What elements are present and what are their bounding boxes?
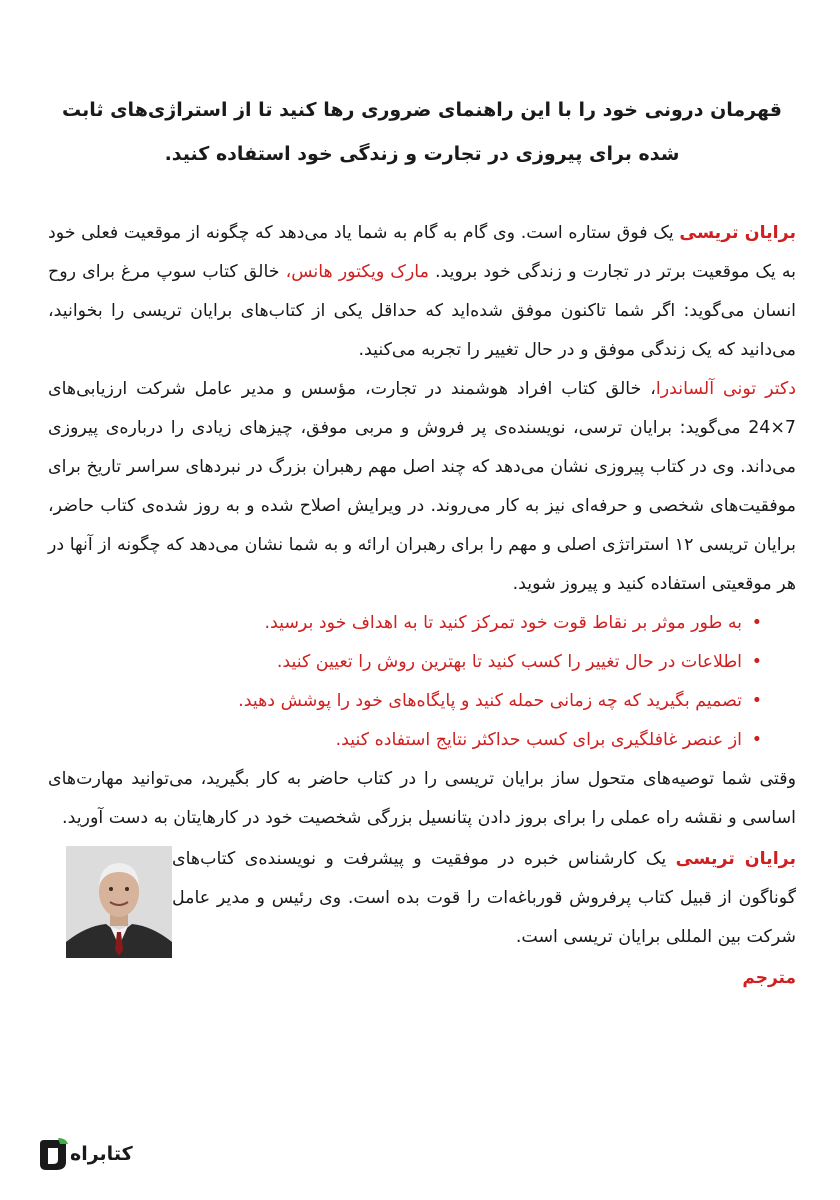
list-item: • از عنصر غافلگیری برای کسب حداکثر نتایج استفاده کنید. xyxy=(48,721,762,760)
bullet-list xyxy=(48,604,796,760)
bullet-icon: • xyxy=(751,652,762,672)
fidibo-style-logo-icon xyxy=(36,1136,70,1172)
endorser-name-highlight: مارک ویکتور هانس، xyxy=(285,262,429,282)
list-item: • به طور موثر بر نقاط قوت خود تمرکز کنید تا به اهداف خود برسید. xyxy=(48,604,762,643)
paragraph-3: وقتی شما توصیه‌های متحول ساز برایان تریسی را در کتاب حاضر به کار بگیرید، می‌توانید مهارت‌های اساسی و نقشه راه عملی را برای بروز دادن پتانسیل بزرگی شخصیت خود در کارهایتان به دست آورید. xyxy=(48,769,796,828)
bullet-icon: • xyxy=(751,691,762,711)
endorser-name-highlight-2: دکتر تونی آلساندرا xyxy=(655,379,797,399)
author-name-highlight: برایان تریسی xyxy=(679,223,796,243)
paragraph-2-text: ، خالق کتاب افراد هوشمند در تجارت، مؤسس و مدیر عامل شرکت ارزیابی‌های 7×24 می‌گوید: برایان ترسی، نویسنده‌ی پر فروش و مربی موفق، چیزهای زیادی را درباره‌ی پیروزی می‌داند. وی در کتاب پیروزی نشان می‌دهد که چند اصل مهم رهبران بزرگ در نبردهای سراسر تاریخ برای موفقیت‌های شخصی و حرفه‌ای نیز به کار می‌روند. در ویرایش اصلاح شده و به روز شده‌ی کتاب حاضر، برایان تریسی ۱۲ استراتژی اصلی و مهم را برای رهبران ارائه و به شما نشان می‌دهد که چگونه از آنها در هر موقعیتی استفاده کنید و پیروز شوید. xyxy=(48,379,796,594)
page-headline: قهرمان درونی خود را با این راهنمای ضروری رها کنید تا از استراژی‌های ثابت شده برای پیروزی در تجارت و زندگی خود استفاده کنید. xyxy=(62,99,782,165)
publisher-logo-text: کتابراه xyxy=(70,1143,133,1165)
author-photo xyxy=(66,846,172,958)
author-bio-body: یک کارشناس خبره در موفقیت و پیشرفت و نویسنده‌ی کتاب‌های گوناگون از قبیل کتاب پرفروش قورباغه‌ات را قوت بده است. وی رئیس و مدیر عامل شرکت بین المللی برایان تریسی است. xyxy=(172,849,796,947)
author-bio xyxy=(48,840,796,958)
author-bio-text xyxy=(172,840,796,957)
document-page xyxy=(48,88,796,988)
paragraph-2 xyxy=(48,370,796,604)
paragraph-1-text-a: یک فوق ستاره است. وی گام به گام به شما یاد می‌دهد که چگونه از موقعیت فعلی خود به یک موقعیت برتر در تجارت و زندگی خود بروید. xyxy=(48,223,796,282)
bullet-icon: • xyxy=(751,730,762,750)
list-item: • اطلاعات در حال تغییر را کسب کنید تا بهترین روش را تعیین کنید. xyxy=(48,643,762,682)
author-portrait-icon xyxy=(66,846,172,958)
bullet-icon: • xyxy=(751,613,762,633)
publisher-logo xyxy=(36,1136,139,1172)
list-item: • تصمیم بگیرید که چه زمانی حمله کنید و پایگاه‌های خود را پوشش دهید. xyxy=(48,682,762,721)
author-bio-name: برایان تریسی xyxy=(675,849,797,869)
paragraph-1 xyxy=(48,214,796,370)
paragraph-1-text-b: خالق کتاب سوپ مرغ برای روح انسان می‌گوید: اگر شما تاکنون موفق شده‌اید که حداقل یکی از کتاب‌های برایان تریسی را بخوانید، می‌دانید که یک زندگی موفق و در حال تغییر را تجربه می‌کنید. xyxy=(48,262,796,360)
translator-label: مترجم xyxy=(742,968,796,988)
